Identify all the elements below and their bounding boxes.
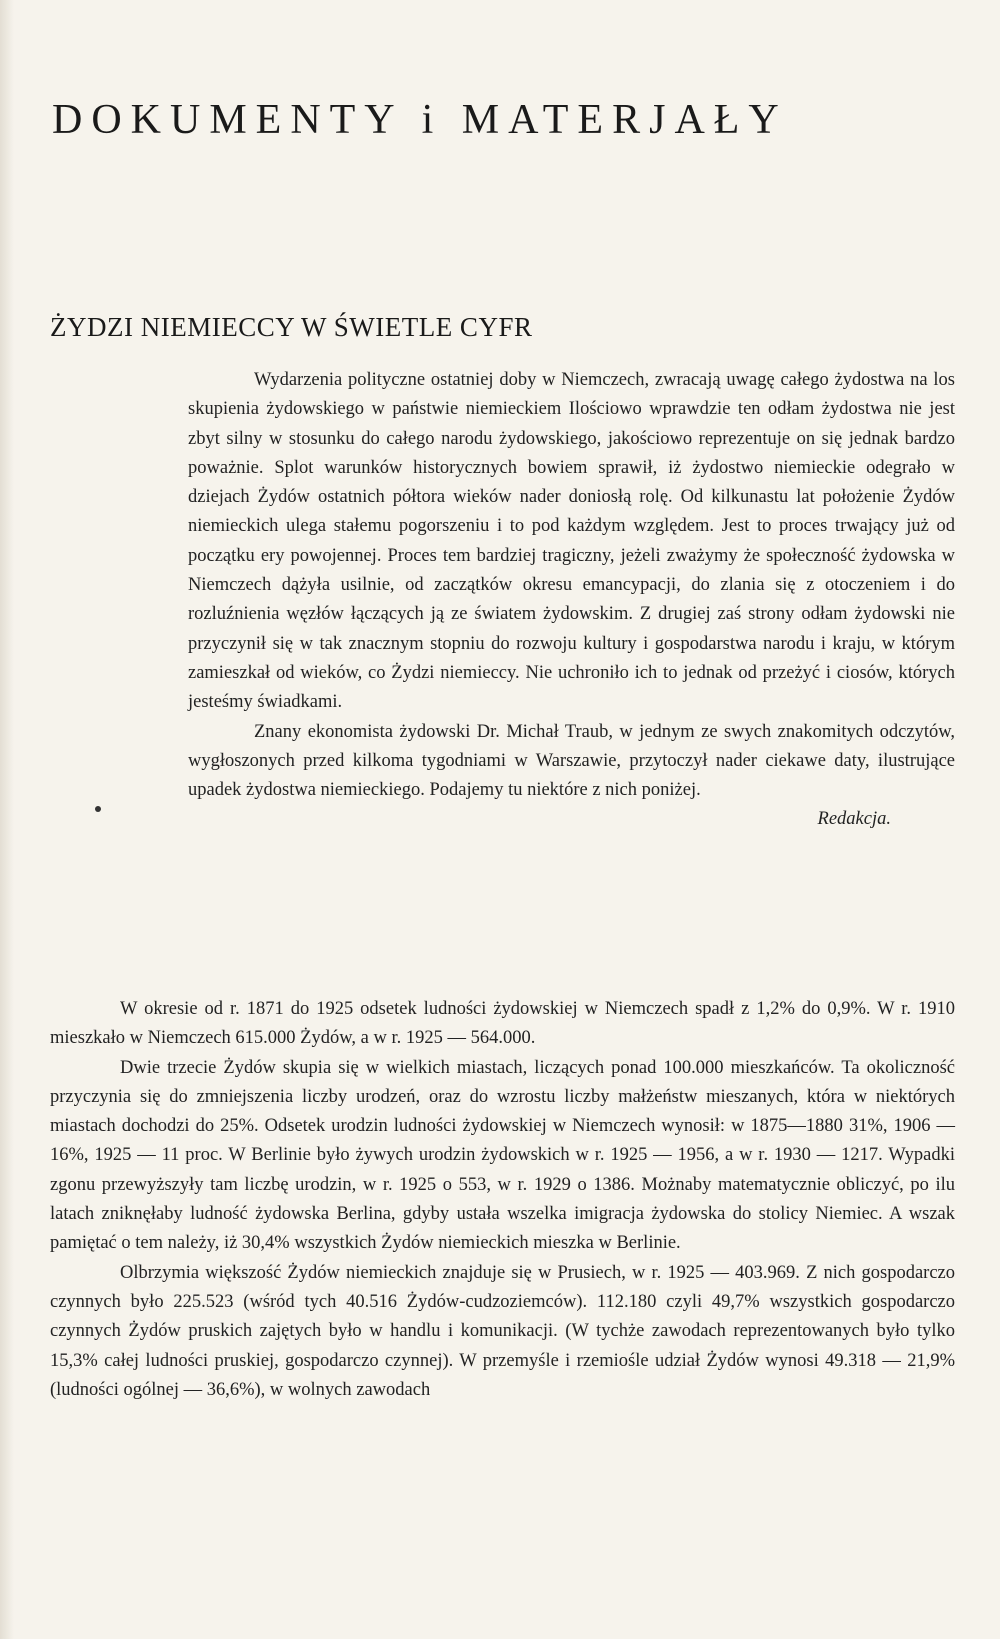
article-title: ŻYDZI NIEMIECCY W ŚWIETLE CYFR: [50, 312, 533, 342]
body-paragraph: Olbrzymia większość Żydów niemieckich znajduje się w Prusiech, w r. 1925 — 403.969. Z nich gospodarczo czynnych było 225.523 (wśród tych 40.516 Żydów-cudzoziemców). 112.180 czyli 49,7% wszystkich gospodarczo czynnych Żydów pruskich zajętych było w handlu i komunikacji. (W tychże zawodach reprezentowanych było tylko 15,3% całej ludności pruskiej, gospodarczo czynnej). W przemyśle i rzemiośle udział Żydów wynosi 49.318 — 21,9% (ludności ogólnej — 36,6%), w wolnych zawodach: [50, 1262, 955, 1400]
editorial-intro: [188, 366, 955, 835]
body-paragraph: Dwie trzecie Żydów skupia się w wielkich miastach, liczących ponad 100.000 mieszkańców. Ta okoliczność przyczynia się do zmniejszenia liczby urodzeń, oraz do wzrostu liczby małżeństw mieszanych, która w niektórych miastach dochodzi do 25%. Odsetek urodzin ludności żydowskiej w Niemczech wynosił: w 1875—1880 31%, 1906 — 16%, 1925 — 11 proc. W Berlinie było żywych urodzin żydowskich w r. 1925 — 1956, a w r. 1930 — 1217. Wypadki zgonu przewyższyły tam liczbę urodzin, w r. 1925 o 553, w r. 1929 o 1386. Możnaby matematycznie obliczyć, po ilu latach zniknęłaby ludność żydowska Berlina, gdyby ustała wszelka imigracja żydowska do stolicy Niemiec. A wszak pamiętać o tem należy, iż 30,4% wszystkich Żydów niemieckich mieszka w Berlinie.: [50, 1057, 955, 1254]
page-edge-shadow: [0, 0, 14, 1639]
intro-paragraph: Znany ekonomista żydowski Dr. Michał Traub, w jednym ze swych znakomitych odczytów, wygłoszonych przed kilkoma tygodniami w Warszawie, przytoczył nader ciekawe daty, ilustrujące upadek żydostwa niemieckiego. Podajemy tu niektóre z nich poniżej.: [188, 721, 955, 801]
ink-dot: [95, 806, 101, 812]
section-masthead: DOKUMENTY i MATERJAŁY: [52, 97, 788, 143]
editorial-signature: Redakcja.: [817, 809, 891, 830]
body-paragraph: W okresie od r. 1871 do 1925 odsetek ludności żydowskiej w Niemczech spadł z 1,2% do 0,9%. W r. 1910 mieszkało w Niemczech 615.000 Żydów, a w r. 1925 — 564.000.: [50, 999, 955, 1049]
article-body: [50, 995, 955, 1405]
intro-paragraph: Wydarzenia polityczne ostatniej doby w Niemczech, zwracają uwagę całego żydostwa na los skupienia żydowskiego w państwie niemieckiem Ilościowo wprawdzie ten odłam żydostwa nie jest zbyt silny w stosunku do całego narodu żydowskiego, jakościowo reprezentuje on się jednak bardzo poważnie. Splot warunków historycznych bowiem sprawił, iż żydostwo niemieckie odegrało w dziejach Żydów ostatnich półtora wieków nader doniosłą rolę. Od kilkunastu lat położenie Żydów niemieckich ulega stałemu pogorszeniu i to pod każdym względem. Jest to proces trwający już od początku ery powojennej. Proces tem bardziej tragiczny, jeżeli zważymy że społeczność żydowska w Niemczech dążyła usilnie, od zaczątków okresu emancypacji, do zlania się z otoczeniem i do rozluźnienia węzłów łączących ją ze światem żydowskim. Z drugiej zaś strony odłam żydowski nie przyczynił się w tak znacznym stopniu do rozwoju kultury i gospodarstwa narodu i kraju, w którym zamieszkał od wieków, co Żydzi niemieccy. Nie uchroniło ich to jednak od przeżyć i ciosów, których jesteśmy świadkami.: [188, 370, 955, 713]
